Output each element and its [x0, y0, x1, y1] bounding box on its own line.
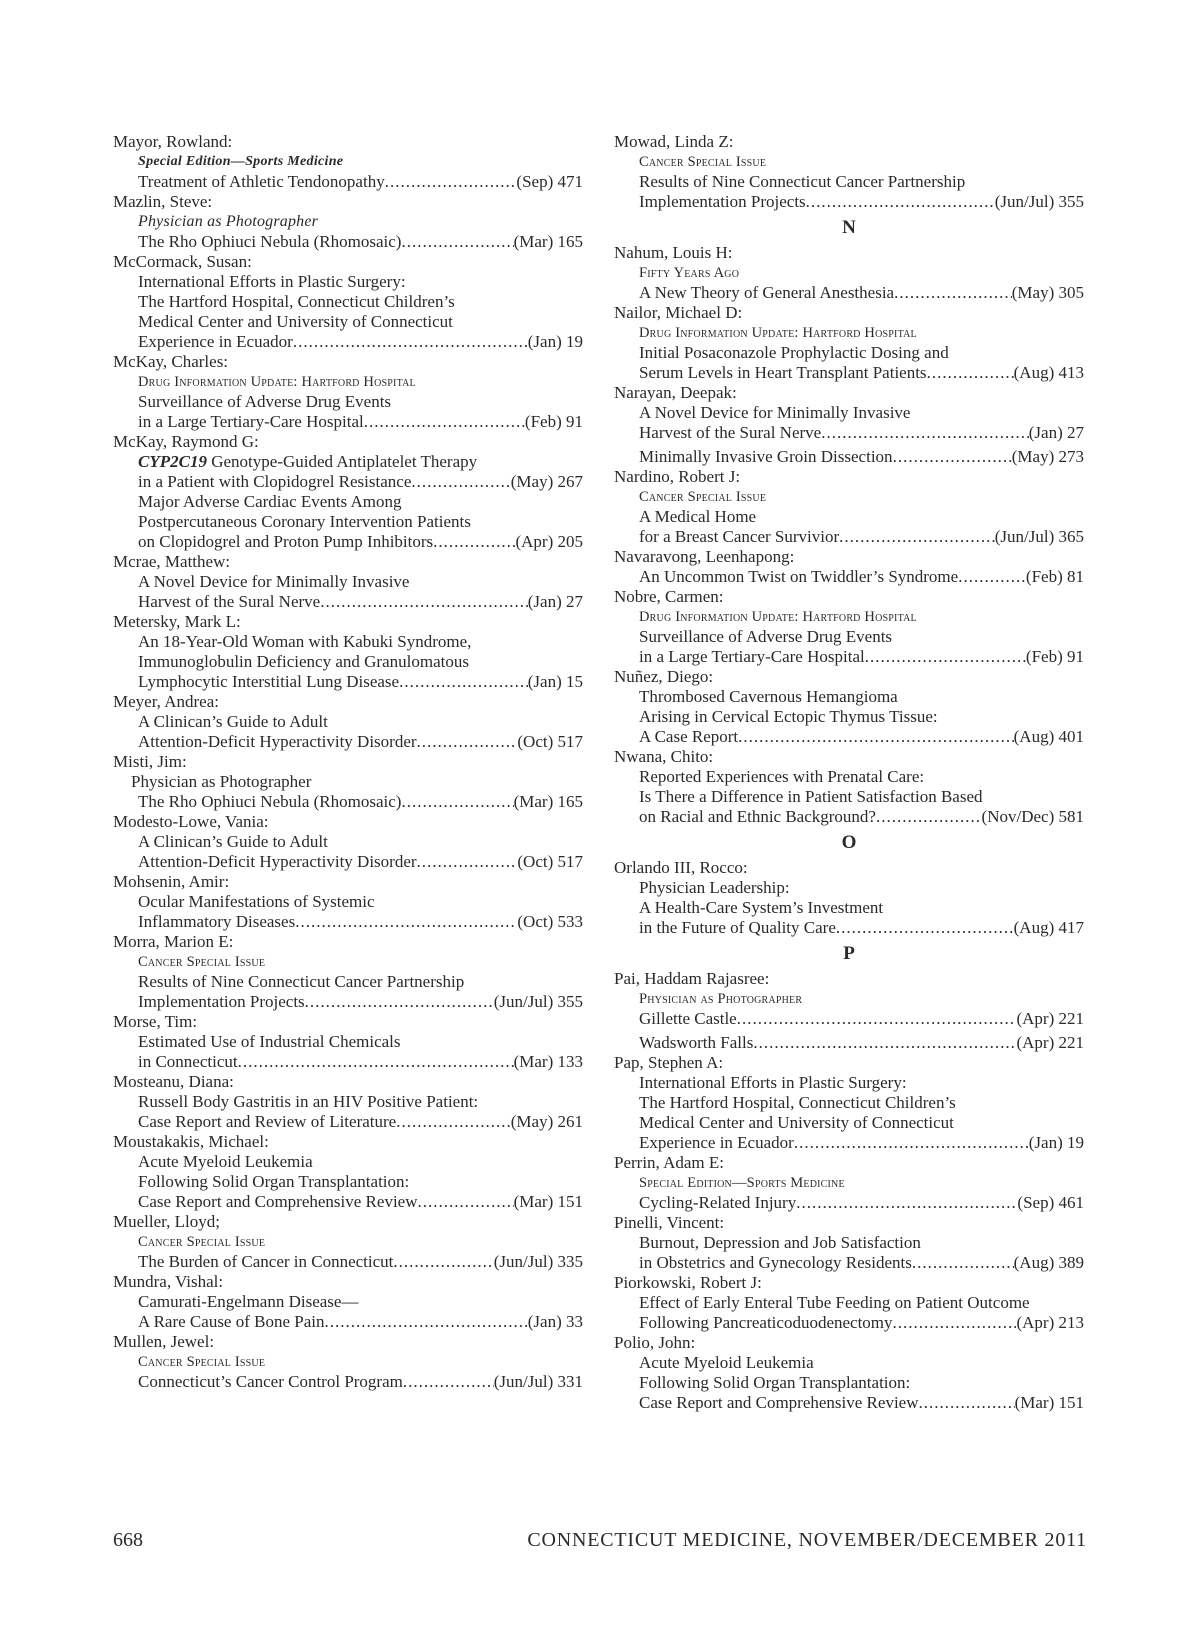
- section-category: Physician as Photographer: [138, 213, 319, 230]
- author-name: Mowad, Linda Z:: [614, 132, 734, 151]
- author-entry: [614, 547, 1084, 587]
- article-citation-row: [138, 792, 583, 812]
- article-title-line: The Rho Ophiuci Nebula (Rhomosaic): [138, 232, 402, 251]
- dot-leader: [293, 332, 528, 352]
- dot-leader: [893, 447, 1012, 467]
- section-category: Cancer Special Issue: [138, 1354, 266, 1370]
- author-name: Pap, Stephen A:: [614, 1053, 724, 1072]
- article-citation-row: [639, 1133, 1084, 1153]
- article-title-line: Following Solid Organ Transplantation:: [639, 1373, 911, 1392]
- issue-page-citation: (Feb) 91: [524, 412, 583, 431]
- article-title-line: Inflammatory Diseases: [138, 912, 296, 931]
- article-title-line: Experience in Ecuador: [138, 332, 293, 351]
- issue-page-citation: (May) 305: [1011, 283, 1084, 302]
- article-title-line: Camurati-Engelmann Disease—: [138, 1292, 359, 1311]
- index-column-left: [113, 132, 583, 1392]
- issue-page-citation: (Mar) 165: [513, 232, 583, 251]
- author-name: Perrin, Adam E:: [614, 1153, 725, 1172]
- article-title-line: Immunoglobulin Deficiency and Granulomatous: [138, 652, 469, 671]
- article-title-line: Attention-Deficit Hyperactivity Disorder: [138, 852, 417, 871]
- article-citation-row: [639, 1313, 1084, 1333]
- section-category: Special Edition—Sports Medicine: [138, 154, 344, 169]
- author-entry: [614, 667, 1084, 747]
- author-name: McKay, Charles:: [113, 352, 229, 371]
- author-name: Piorkowski, Robert J:: [614, 1273, 762, 1292]
- dot-leader: [893, 1313, 1017, 1333]
- article-title-line: Surveillance of Adverse Drug Events: [138, 392, 392, 411]
- author-entry: [113, 432, 583, 552]
- issue-page-citation: (May) 273: [1011, 447, 1084, 466]
- article-title-line: Thrombosed Cavernous Hemangioma: [639, 687, 898, 706]
- article-citation-row: [138, 232, 583, 252]
- article-title-line: Case Report and Comprehensive Review: [639, 1393, 919, 1412]
- article-title-line: Minimally Invasive Groin Dissection: [639, 447, 893, 466]
- article-title-line: Physician Leadership:: [639, 878, 790, 897]
- article-title-line: Ocular Manifestations of Systemic: [138, 892, 375, 911]
- article-title-line: Acute Myeloid Leukemia: [138, 1152, 313, 1171]
- issue-page-citation: (Nov/Dec) 581: [981, 807, 1084, 826]
- author-entry: [113, 132, 583, 192]
- article-title-line: Experience in Ecuador: [639, 1133, 794, 1152]
- dot-leader: [738, 727, 1013, 747]
- dot-leader: [417, 732, 518, 752]
- author-entry: [113, 252, 583, 352]
- article-citation-row: [639, 727, 1084, 747]
- article-title-line: A Clinican’s Guide to Adult: [138, 832, 328, 851]
- article-title-line: An 18-Year-Old Woman with Kabuki Syndrome,: [138, 632, 472, 651]
- dot-leader: [958, 567, 1026, 587]
- article-title-line: Major Adverse Cardiac Events Among: [138, 492, 402, 511]
- article-citation-row: [138, 172, 583, 192]
- article-citation-row: [639, 567, 1084, 587]
- author-entry: [614, 858, 1084, 938]
- article-title-line: A Rare Cause of Bone Pain: [138, 1312, 325, 1331]
- article-citation-row: [138, 1192, 583, 1212]
- article-title-line: Connecticut’s Cancer Control Program: [138, 1372, 403, 1391]
- article-citation-row: [138, 672, 583, 692]
- author-entry: [113, 352, 583, 432]
- dot-leader: [403, 1372, 494, 1392]
- index-letter-heading: N: [842, 217, 856, 238]
- author-entry: [614, 303, 1084, 383]
- gene-name: CYP2C19: [138, 452, 207, 471]
- author-entry: [113, 552, 583, 612]
- issue-page-citation: (Mar) 165: [513, 792, 583, 811]
- author-entry: [614, 1213, 1084, 1273]
- article-title-line: Medical Center and University of Connecticut: [138, 312, 453, 331]
- article-title-line: Is There a Difference in Patient Satisfaction Based: [639, 787, 983, 806]
- article-title-line: The Hartford Hospital, Connecticut Children’s: [138, 292, 455, 311]
- section-category: Drug Information Update: Hartford Hospital: [639, 325, 917, 341]
- article-citation-row: [138, 592, 583, 612]
- author-entry: [614, 467, 1084, 547]
- article-title-line: Implementation Projects: [138, 992, 305, 1011]
- author-name: Morse, Tim:: [113, 1012, 198, 1031]
- article-title-line: in a Patient with Clopidogrel Resistance: [138, 472, 412, 491]
- article-title-line: Effect of Early Enteral Tube Feeding on Patient Outcome: [639, 1293, 1030, 1312]
- author-entry: [614, 587, 1084, 667]
- issue-page-citation: (Jan) 27: [1028, 423, 1084, 442]
- author-entry: [113, 872, 583, 932]
- author-entry: [113, 692, 583, 752]
- article-citation-row: [138, 1112, 583, 1132]
- author-name: Narayan, Deepak:: [614, 383, 737, 402]
- dot-leader: [753, 1033, 1016, 1053]
- issue-page-citation: (May) 267: [510, 472, 583, 491]
- section-category: Cancer Special Issue: [138, 1234, 266, 1250]
- article-title-line: Burnout, Depression and Job Satisfaction: [639, 1233, 921, 1252]
- author-name: Nahum, Louis H:: [614, 243, 733, 262]
- author-name: Nobre, Carmen:: [614, 587, 724, 606]
- author-name: Metersky, Mark L:: [113, 612, 241, 631]
- issue-page-citation: (Mar) 151: [1014, 1393, 1084, 1412]
- dot-leader: [305, 992, 494, 1012]
- issue-page-citation: (Feb) 91: [1025, 647, 1084, 666]
- article-title-line: Physician as Photographer: [131, 772, 312, 791]
- article-citation-row: [138, 472, 583, 492]
- issue-page-citation: (Jun/Jul) 355: [493, 992, 583, 1011]
- dot-leader: [401, 232, 513, 252]
- article-title-line: Harvest of the Sural Nerve: [639, 423, 822, 442]
- author-entry: [614, 383, 1084, 467]
- article-citation-row: [138, 912, 583, 932]
- article-citation-row: [138, 992, 583, 1012]
- author-name: Mueller, Lloyd;: [113, 1212, 220, 1231]
- article-title-line: on Racial and Ethnic Background?: [639, 807, 876, 826]
- journal-running-footer: CONNECTICUT MEDICINE, NOVEMBER/DECEMBER 2011: [527, 1529, 1087, 1551]
- article-title-line: A Novel Device for Minimally Invasive: [138, 572, 410, 591]
- article-citation-row: [138, 1052, 583, 1072]
- issue-page-citation: (Sep) 471: [516, 172, 583, 191]
- dot-leader: [411, 472, 510, 492]
- article-citation-row: [639, 447, 1084, 467]
- article-title-line: Treatment of Athletic Tendonopathy: [138, 172, 385, 191]
- dot-leader: [821, 423, 1029, 443]
- author-entry: [614, 1153, 1084, 1213]
- index-column-right: [614, 132, 1084, 1413]
- article-citation-row: [639, 1009, 1084, 1029]
- author-name: Mullen, Jewel:: [113, 1332, 215, 1351]
- dot-leader: [364, 412, 525, 432]
- article-title-line: An Uncommon Twist on Twiddler’s Syndrome: [639, 567, 959, 586]
- page-number: 668: [113, 1529, 143, 1551]
- article-citation-row: [639, 363, 1084, 383]
- issue-page-citation: (Apr) 221: [1016, 1009, 1084, 1028]
- author-entry: [113, 192, 583, 252]
- article-title-line: The Hartford Hospital, Connecticut Children’s: [639, 1093, 956, 1112]
- author-entry: [614, 969, 1084, 1053]
- author-entry: [614, 1053, 1084, 1153]
- dot-leader: [325, 1312, 528, 1332]
- article-title-line: in Connecticut: [138, 1052, 238, 1071]
- article-title-line: Case Report and Review of Literature: [138, 1112, 397, 1131]
- issue-page-citation: (Oct) 517: [517, 732, 583, 751]
- section-category: Cancer Special Issue: [639, 489, 767, 505]
- article-title-line: CYP2C19 Genotype-Guided Antiplatelet Therapy: [138, 452, 478, 471]
- issue-page-citation: (Feb) 81: [1025, 567, 1084, 586]
- article-title-line: Results of Nine Connecticut Cancer Partnership: [639, 172, 966, 191]
- article-citation-row: [138, 412, 583, 432]
- author-entry: [113, 752, 583, 812]
- issue-page-citation: (Apr) 205: [515, 532, 583, 551]
- author-name: Mazlin, Steve:: [113, 192, 213, 211]
- author-entry: [614, 243, 1084, 303]
- dot-leader: [865, 647, 1026, 667]
- section-category: Cancer Special Issue: [639, 154, 767, 170]
- author-entry: [113, 612, 583, 692]
- article-citation-row: [639, 423, 1084, 443]
- article-citation-row: [138, 852, 583, 872]
- author-entry: [113, 1012, 583, 1072]
- article-title-line: The Rho Ophiuci Nebula (Rhomosaic): [138, 792, 402, 811]
- issue-page-citation: (Oct) 533: [517, 912, 583, 931]
- article-title-line: Implementation Projects: [639, 192, 806, 211]
- issue-page-citation: (Jun/Jul) 331: [493, 1372, 583, 1391]
- issue-page-citation: (Mar) 151: [513, 1192, 583, 1211]
- issue-page-citation: (Sep) 461: [1017, 1193, 1084, 1212]
- issue-page-citation: (Jan) 19: [1028, 1133, 1084, 1152]
- author-name: Modesto-Lowe, Vania:: [113, 812, 269, 831]
- dot-leader: [839, 527, 995, 547]
- issue-page-citation: (Jun/Jul) 355: [994, 192, 1084, 211]
- issue-page-citation: (Jan) 33: [527, 1312, 583, 1331]
- article-citation-row: [639, 1253, 1084, 1273]
- article-citation-row: [639, 527, 1084, 547]
- issue-page-citation: (Oct) 517: [517, 852, 583, 871]
- article-title-line: Russell Body Gastritis in an HIV Positive Patient:: [138, 1092, 479, 1111]
- article-citation-row: [639, 918, 1084, 938]
- author-entry: [113, 1132, 583, 1212]
- dot-leader: [806, 192, 995, 212]
- issue-page-citation: (May) 261: [510, 1112, 583, 1131]
- author-name: McCormack, Susan:: [113, 252, 252, 271]
- article-title-line: A Case Report: [639, 727, 739, 746]
- article-title-line: The Burden of Cancer in Connecticut: [138, 1252, 394, 1271]
- author-entry: [614, 1333, 1084, 1413]
- dot-leader: [876, 807, 982, 827]
- dot-leader: [796, 1193, 1017, 1213]
- dot-leader: [927, 363, 1014, 383]
- dot-leader: [433, 532, 515, 552]
- dot-leader: [295, 912, 517, 932]
- author-name: Moustakakis, Michael:: [113, 1132, 269, 1151]
- author-name: Nuñez, Diego:: [614, 667, 714, 686]
- issue-page-citation: (Jan) 27: [527, 592, 583, 611]
- dot-leader: [401, 792, 513, 812]
- article-title-line: in a Large Tertiary-Care Hospital: [639, 647, 865, 666]
- author-entry: [113, 812, 583, 872]
- article-title-line: Results of Nine Connecticut Cancer Partnership: [138, 972, 465, 991]
- article-citation-row: [138, 732, 583, 752]
- article-title-line: Reported Experiences with Prenatal Care:: [639, 767, 925, 786]
- article-title-line: Medical Center and University of Connecticut: [639, 1113, 954, 1132]
- dot-leader: [836, 918, 1014, 938]
- author-name: Polio, John:: [614, 1333, 696, 1352]
- dot-leader: [417, 852, 518, 872]
- article-citation-row: [639, 1193, 1084, 1213]
- article-citation-row: [138, 1252, 583, 1272]
- author-name: Nwana, Chito:: [614, 747, 714, 766]
- section-category: Fifty Years Ago: [639, 265, 740, 281]
- article-title-line: Attention-Deficit Hyperactivity Disorder: [138, 732, 417, 751]
- article-title-line: Case Report and Comprehensive Review: [138, 1192, 418, 1211]
- article-title-line: Acute Myeloid Leukemia: [639, 1353, 814, 1372]
- dot-leader: [320, 592, 528, 612]
- dot-leader: [418, 1192, 514, 1212]
- author-name: Navaravong, Leenhapong:: [614, 547, 795, 566]
- section-category: Physician as Photographer: [639, 991, 803, 1007]
- article-title-line: A Health-Care System’s Investment: [639, 898, 884, 917]
- author-name: Mohsenin, Amir:: [113, 872, 230, 891]
- index-letter-heading: P: [843, 943, 855, 964]
- section-category: Cancer Special Issue: [138, 954, 266, 970]
- article-citation-row: [639, 1033, 1084, 1053]
- author-entry: [113, 1332, 583, 1392]
- author-name: Mosteanu, Diana:: [113, 1072, 234, 1091]
- author-name: Mayor, Rowland:: [113, 132, 233, 151]
- author-name: Meyer, Andrea:: [113, 692, 220, 711]
- article-citation-row: [639, 1393, 1084, 1413]
- issue-page-citation: (Aug) 401: [1013, 727, 1084, 746]
- issue-page-citation: (Jun/Jul) 365: [994, 527, 1084, 546]
- author-entry: [113, 932, 583, 1012]
- author-name: Mundra, Vishal:: [113, 1272, 224, 1291]
- author-name: Mcrae, Matthew:: [113, 552, 231, 571]
- dot-leader: [894, 283, 1012, 303]
- article-title-line: Following Pancreaticoduodenectomy: [639, 1313, 893, 1332]
- author-name: Pai, Haddam Rajasree:: [614, 969, 770, 988]
- dot-leader: [393, 1252, 493, 1272]
- author-name: Nailor, Michael D:: [614, 303, 743, 322]
- dot-leader: [919, 1393, 1015, 1413]
- article-citation-row: [639, 647, 1084, 667]
- author-entry: [614, 747, 1084, 827]
- article-citation-row: [138, 332, 583, 352]
- article-title-line: Surveillance of Adverse Drug Events: [639, 627, 893, 646]
- author-entry: [113, 1272, 583, 1332]
- issue-page-citation: (Apr) 221: [1016, 1033, 1084, 1052]
- author-entry: [614, 1273, 1084, 1333]
- article-title-line: Arising in Cervical Ectopic Thymus Tissue:: [639, 707, 938, 726]
- issue-page-citation: (Mar) 133: [513, 1052, 583, 1071]
- article-title-line: Wadsworth Falls: [639, 1033, 754, 1052]
- author-name: Orlando III, Rocco:: [614, 858, 748, 877]
- author-entry: [113, 1212, 583, 1272]
- dot-leader: [794, 1133, 1029, 1153]
- article-title-line: Cycling-Related Injury: [639, 1193, 797, 1212]
- issue-page-citation: (Aug) 389: [1013, 1253, 1084, 1272]
- article-title-line: Estimated Use of Industrial Chemicals: [138, 1032, 401, 1051]
- article-title-line: A Medical Home: [639, 507, 757, 526]
- article-citation-row: [639, 807, 1084, 827]
- article-title-line: A New Theory of General Anesthesia: [639, 283, 895, 302]
- article-title-line: International Efforts in Plastic Surgery:: [138, 272, 406, 291]
- author-name: Pinelli, Vincent:: [614, 1213, 725, 1232]
- article-citation-row: [639, 283, 1084, 303]
- dot-leader: [385, 172, 517, 192]
- article-title-line: Following Solid Organ Transplantation:: [138, 1172, 410, 1191]
- article-title-line: Lymphocytic Interstitial Lung Disease: [138, 672, 400, 691]
- article-citation-row: [138, 532, 583, 552]
- author-entry: [113, 1072, 583, 1132]
- article-citation-row: [639, 192, 1084, 212]
- article-title-line: A Novel Device for Minimally Invasive: [639, 403, 911, 422]
- article-title-line: International Efforts in Plastic Surgery:: [639, 1073, 907, 1092]
- article-title-line: Gillette Castle: [639, 1009, 737, 1028]
- issue-page-citation: (Jan) 15: [527, 672, 583, 691]
- dot-leader: [737, 1009, 1017, 1029]
- index-letter-heading: O: [841, 832, 857, 853]
- author-name: Nardino, Robert J:: [614, 467, 741, 486]
- article-title-line: in Obstetrics and Gynecology Residents: [639, 1253, 912, 1272]
- article-title-line: Serum Levels in Heart Transplant Patients: [639, 363, 927, 382]
- issue-page-citation: (Jan) 19: [527, 332, 583, 351]
- dot-leader: [238, 1052, 514, 1072]
- issue-page-citation: (Jun/Jul) 335: [493, 1252, 583, 1271]
- article-citation-row: [138, 1312, 583, 1332]
- section-category: Drug Information Update: Hartford Hospital: [639, 609, 917, 625]
- article-title-line: Postpercutaneous Coronary Intervention Patients: [138, 512, 471, 531]
- article-title-line: Initial Posaconazole Prophylactic Dosing and: [639, 343, 949, 362]
- section-category: Drug Information Update: Hartford Hospital: [138, 374, 416, 390]
- author-name: Morra, Marion E:: [113, 932, 234, 951]
- article-title-line: A Clinican’s Guide to Adult: [138, 712, 328, 731]
- issue-page-citation: (Aug) 417: [1013, 918, 1084, 937]
- dot-leader: [912, 1253, 1014, 1273]
- article-title-line: for a Breast Cancer Survivior: [639, 527, 840, 546]
- article-title-line: Harvest of the Sural Nerve: [138, 592, 321, 611]
- dot-leader: [399, 672, 528, 692]
- article-title-line: in the Future of Quality Care: [639, 918, 836, 937]
- author-name: Misti, Jim:: [113, 752, 187, 771]
- dot-leader: [396, 1112, 511, 1132]
- article-citation-row: [138, 1372, 583, 1392]
- issue-page-citation: (Apr) 213: [1016, 1313, 1084, 1332]
- article-title-line: on Clopidogrel and Proton Pump Inhibitors: [138, 532, 434, 551]
- section-category: Special Edition—Sports Medicine: [639, 1175, 845, 1191]
- article-title-line: in a Large Tertiary-Care Hospital: [138, 412, 364, 431]
- issue-page-citation: (Aug) 413: [1013, 363, 1084, 382]
- author-name: McKay, Raymond G:: [113, 432, 259, 451]
- author-entry: [614, 132, 1084, 212]
